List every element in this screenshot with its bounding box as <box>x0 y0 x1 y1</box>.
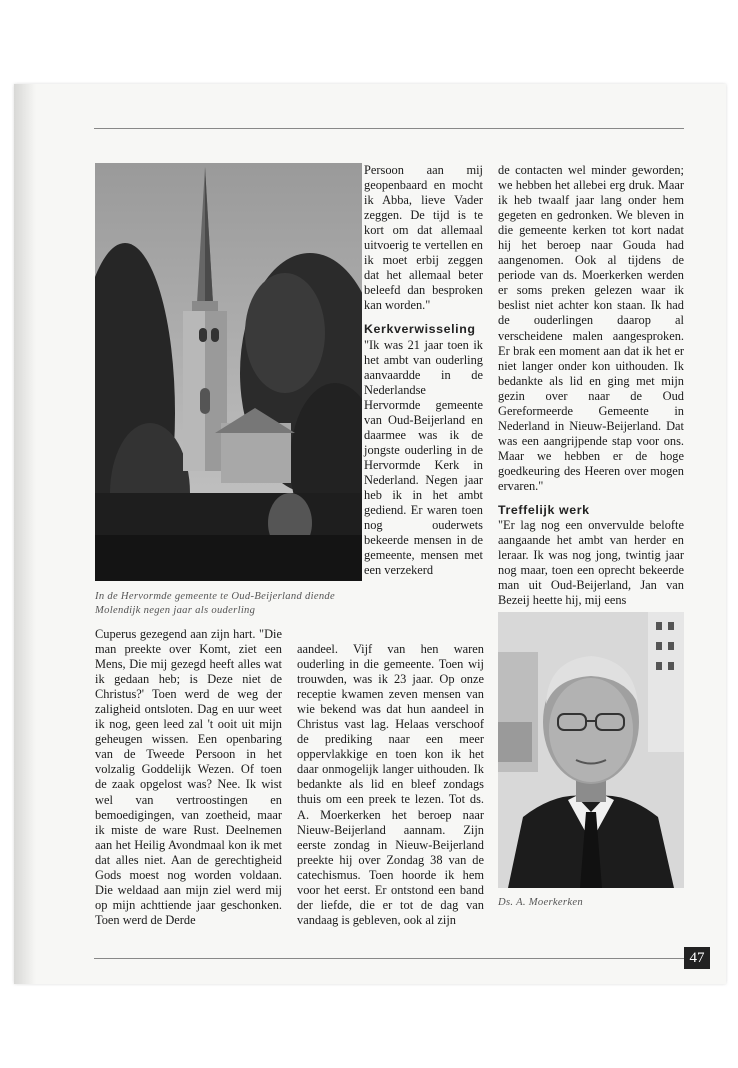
header-rule <box>94 128 684 129</box>
article-column-1 <box>95 627 282 928</box>
paragraph: Cuperus gezegend aan zijn hart. "Die man preekte over Komt, ziet een Mens, Die mij gezegd heeft alles wat ik gedaan heb; is Deze niet de Christus?' Toen werd de weg der zaligheid ontsloten. Dag en uur weet ik nog, geen leed zal 't ooit uit mijn geheugen wissen. Een openbaring van de Tweede Persoon in het volzalig Goddelijk Wezen. Of toen de zaak opgelost was? Nee. Ik wist wel van vertroostingen en bemoedigingen, van zoetheid, maar ik miste de ware Rust. Deelnemen aan het Heilig Avondmaal kon ik met dat alles niet. Aan de gerechtigheid Gods moest nog worden voldaan. Die weldaad aan mijn ziel werd mij op mijn achttiende jaar geschonken. Toen werd de Derde <box>95 627 282 927</box>
paragraph: aandeel. Vijf van hen waren ouderling in die gemeente. Toen wij trouwden, was ik 23 jaar. Op onze receptie kwamen zeven mensen van wie bekend was dat hun aandeel in Christus vast lag. Helaas verschoof de prediking naar een meer oppervlakkige en toen kon ik het daar onmogelijk langer uithouden. Ik bedankte als lid en bleef zondags thuis om een preek te lezen. Tot ds. A. Moerkerken het beroep naar Nieuw-Beijerland aannam. Zijn eerste zondag in Nieuw-Beijerland preekte hij over Zondag 38 van de catechismus. Toen hoorde ik hem voor het eerst. Er ontstond een band der liefde, die er tot de dag van vandaag is gebleven, ook al zijn <box>297 642 484 927</box>
footer-rule <box>94 958 684 959</box>
portrait-caption: Ds. A. Moerkerken <box>498 897 583 908</box>
paragraph: Persoon aan mij geopenbaard en mocht ik Abba, lieve Vader zeggen. De tijd is te kort om dat allemaal uitvoerig te vertellen en ik moet erbij zeggen dat het allemaal beter beleefd dan besproken kan worden." <box>364 163 483 313</box>
church-photo <box>95 163 362 581</box>
article-column-3 <box>498 163 684 608</box>
church-photo-caption: In de Hervormde gemeente te Oud-Beijerland diende Molendijk negen jaar als ouderling <box>95 591 336 616</box>
article-column-2-top <box>364 163 483 578</box>
section-heading-treffelijk-werk: Treffelijk werk <box>498 503 590 518</box>
article-column-2 <box>297 642 484 928</box>
section-heading-kerkverwisseling: Kerkverwisseling <box>364 322 476 337</box>
paragraph: "Er lag nog een onvervulde belofte aangaande het ambt van herder en leraar. Ik was nog jong, twintig jaar nog maar, toen een oprecht bekeerde man uit Oud-Beijerland, Jan van Bezeij heette hij, mij eens <box>498 518 684 608</box>
paragraph: de contacten wel minder geworden; we hebben het allebei erg druk. Maar ik heb twaalf jaar lang onder hem gegeten en gedronken. We bleven in die gemeente kerken tot kort nadat hij het beroep naar Gouda had aangenomen. Ook al tijdens de periode van ds. Moerkerken werden er soms preken gelezen waar ik beslist niet achter kon staan. Ik had de ouderlingen daarop al verscheidene malen aangesproken. Er brak een moment aan dat ik het er niet langer onder kon uithouden. Ik bedankte als lid en ging met mijn gezin over naar de Oud Gereformeerde Gemeente in Nederland in Nieuw-Beijerland. Dat was een aangrijpende stap voor ons. Maar we hebben er de hoge goedkeuring des Heeren over mogen ervaren." <box>498 163 684 493</box>
page-number: 47 <box>684 947 710 969</box>
page-binding-shadow <box>14 84 36 984</box>
paragraph: "Ik was 21 jaar toen ik het ambt van ouderling aanvaardde in de Nederlandse Hervormde gemeente van Oud-Beijerland en daarmee was ik de jongste ouderling in de Hervormde Kerk in Nederland. Negen jaar heb ik in het ambt gediend. Er waren toen nog ouderwets bekeerde mensen in de gemeente, mensen met een verzekerd <box>364 337 483 578</box>
portrait-photo <box>498 612 684 888</box>
